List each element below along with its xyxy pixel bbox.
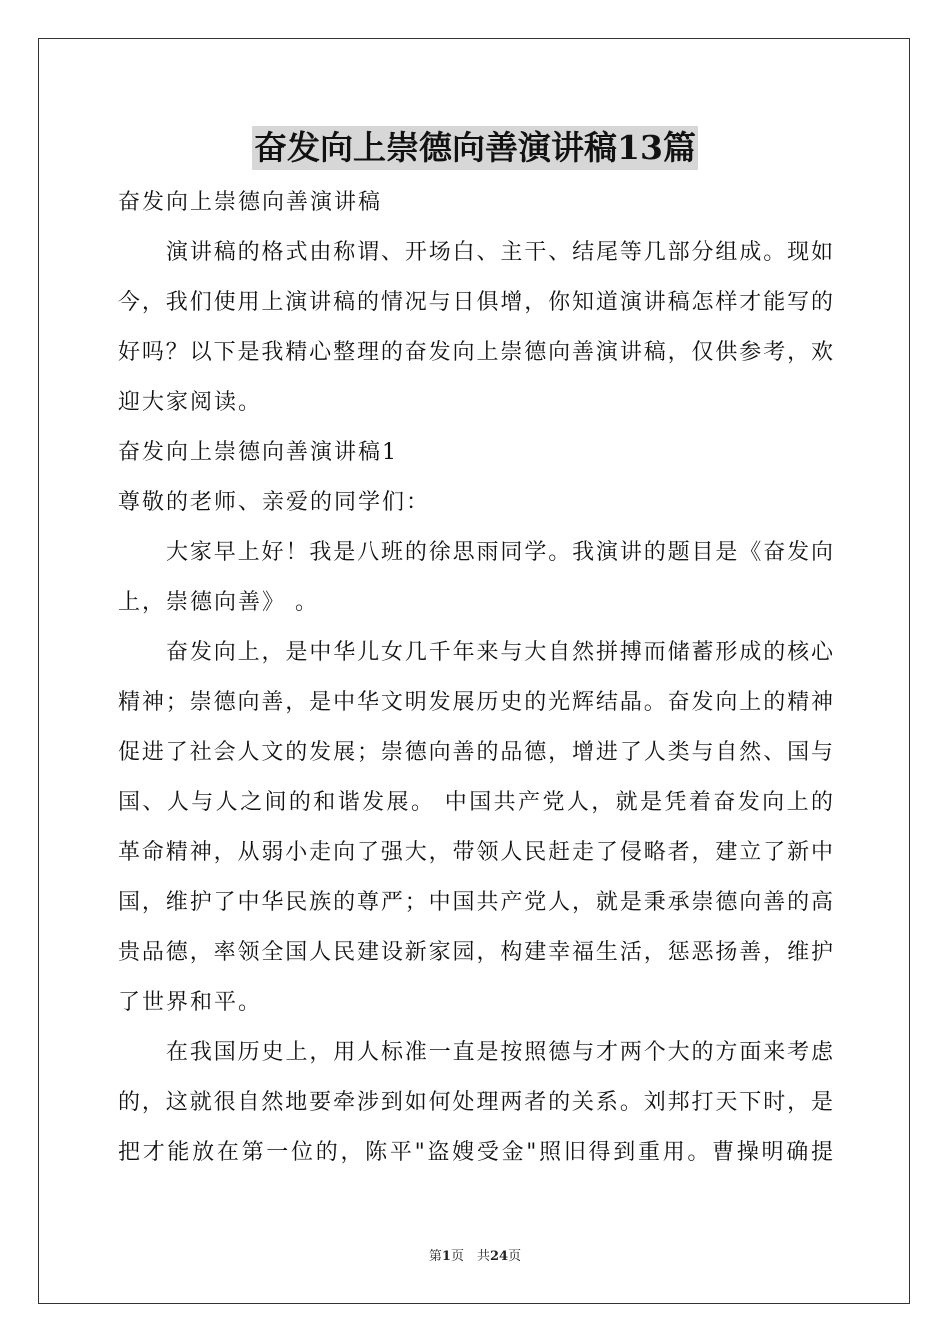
text-line: 好吗？以下是我精心整理的奋发向上崇德向善演讲稿，仅供参考，欢 (118, 340, 834, 365)
text-line: 奋发向上，是中华儿女几千年来与大自然拼搏而储蓄形成的核心 (166, 640, 834, 665)
footer-total-pages: 24 (489, 1249, 509, 1264)
title-container (0, 126, 950, 170)
text-line: 在我国历史上，用人标准一直是按照德与才两个大的方面来考虑 (166, 1040, 834, 1065)
footer-prefix: 第 (428, 1249, 442, 1264)
text-line: 的，这就很自然地要牵涉到如何处理两者的关系。刘邦打天下时，是 (118, 1090, 834, 1115)
page-footer (0, 1245, 950, 1264)
text-line: 大家早上好！我是八班的徐思雨同学。我演讲的题目是《奋发向 (166, 540, 834, 565)
text-line: 今，我们使用上演讲稿的情况与日俱增，你知道演讲稿怎样才能写的 (118, 290, 834, 315)
text-line: 上，崇德向善》 。 (118, 590, 319, 615)
text-line: 演讲稿的格式由称谓、开场白、主干、结尾等几部分组成。现如 (166, 240, 834, 265)
footer-page-number: 1 (441, 1249, 451, 1264)
document-title: 奋发向上崇德向善演讲稿13篇 (252, 126, 698, 170)
text-line: 奋发向上崇德向善演讲稿 (118, 190, 383, 215)
text-line: 贵品德，率领全国人民建设新家园，构建幸福生活，惩恶扬善，维护 (118, 940, 834, 965)
text-line: 革命精神，从弱小走向了强大，带领人民赶走了侵略者，建立了新中 (118, 840, 834, 865)
footer-suffix: 页 (508, 1249, 522, 1264)
footer-middle: 页 共 (450, 1249, 490, 1264)
text-line: 精神；崇德向善，是中华文明发展历史的光辉结晶。奋发向上的精神 (118, 690, 834, 715)
document-body (118, 178, 834, 1178)
text-line: 了世界和平。 (118, 990, 263, 1015)
text-line: 国，维护了中华民族的尊严；中国共产党人，就是秉承崇德向善的高 (118, 890, 834, 915)
text-line: 国、人与人之间的和谐发展。 中国共产党人，就是凭着奋发向上的 (118, 790, 834, 815)
text-line: 迎大家阅读。 (118, 390, 263, 415)
text-line: 把才能放在第一位的，陈平"盗嫂受金"照旧得到重用。曹操明确提 (118, 1140, 834, 1165)
text-line: 尊敬的老师、亲爱的同学们： (118, 490, 431, 515)
text-line: 促进了社会人文的发展；崇德向善的品德，增进了人类与自然、国与 (118, 740, 834, 765)
text-line: 奋发向上崇德向善演讲稿1 (118, 440, 398, 465)
